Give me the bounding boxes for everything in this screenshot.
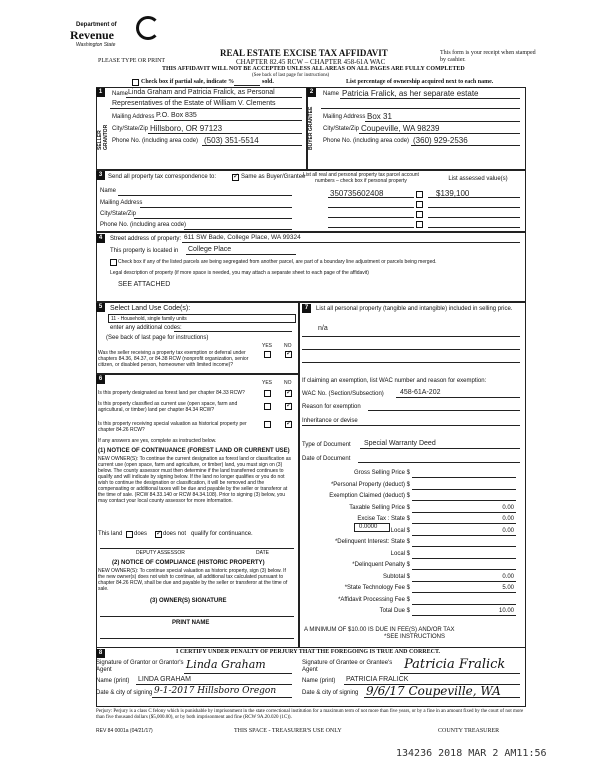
qualify-label: qualify for continuance. [191, 531, 253, 537]
partial-sale-checkbox[interactable] [132, 79, 139, 86]
section-6-number: 6 [96, 375, 105, 384]
calc-row [300, 469, 518, 481]
grantor-print-line [136, 684, 292, 685]
seller-address-line [154, 120, 302, 121]
print-name-line[interactable] [100, 638, 294, 639]
calc-row-label: Total Due $ [379, 608, 410, 614]
parcel-number[interactable]: 350735602408 [330, 189, 384, 198]
exemption-question: Was the seller receiving a property tax exemption or deferral under chapters 84.36, 84.37, or 84.38 RCW (nonprofit organization, senior citizen, or disabled person, homeowner with limited income)? [98, 350, 249, 368]
dor-logo [62, 14, 158, 54]
exemption-reason-label: Reason for exemption [302, 404, 361, 410]
correspondence-phone-label: Phone No. (including area code) [100, 222, 187, 228]
assessed-line-1 [428, 197, 520, 198]
notice-continuance-title: (1) NOTICE OF CONTINUANCE (FOREST LAND OR CURRENT USE) [98, 448, 290, 454]
grantee-date-label: Date & city of signing [302, 690, 359, 696]
calc-row [300, 573, 518, 585]
dept-line2: Revenue [70, 28, 114, 42]
seller-city-label: City/State/Zip [112, 126, 149, 132]
doc-type-line [360, 448, 520, 449]
personal-property-label: List all personal property (tangible and intangible) included in selling price. [316, 306, 513, 312]
section-7-number: 7 [302, 304, 311, 313]
section-8-number: 8 [96, 649, 105, 658]
calc-row-label: Exemption Claimed (deduct) $ [329, 493, 410, 499]
calc-row-label: Local $ [390, 527, 410, 534]
legal-description[interactable]: SEE ATTACHED [118, 281, 171, 288]
owner-signature-label: (3) OWNER(S) SIGNATURE [150, 598, 227, 604]
land-use-select[interactable] [108, 314, 296, 323]
historic-question: Is this property receiving special valuation as historical property per chapter 84.26 RCW? [98, 421, 247, 433]
correspondence-name-line[interactable] [118, 195, 292, 196]
grantor-print-name[interactable]: LINDA GRAHAM [138, 676, 191, 683]
calc-row-value[interactable]: 5.00 [502, 585, 514, 591]
section-3-number: 3 [96, 171, 105, 180]
calc-row [300, 538, 518, 550]
wac-number-label: WAC No. (Section/Subsection) [302, 391, 384, 397]
land-does-not-label: does not [163, 531, 187, 537]
grantee-date-line [364, 697, 520, 698]
seller-name[interactable]: Linda Graham and Patricia Fralick, as Personal [128, 89, 275, 96]
calc-row-line[interactable] [412, 477, 516, 478]
if-yes-note: If any answers are yes, complete as instructed below. [98, 438, 217, 444]
personal-property-line-3 [302, 362, 520, 363]
buyer-phone-line [411, 145, 520, 146]
buyer-city-line [359, 133, 520, 134]
wac-number-line [396, 397, 520, 398]
grantor-date-line [152, 697, 292, 698]
type-or-print: PLEASE TYPE OR PRINT [98, 58, 166, 64]
s6-no-header: NO [284, 380, 292, 386]
calc-row-label: *Personal Property (deduct) $ [330, 481, 410, 488]
personal-property-value[interactable]: n/a [318, 325, 328, 332]
personal-property-line-2 [302, 349, 520, 350]
partial-sale-label: Check box if partial sale, indicate % [141, 79, 235, 85]
parcel-line-2[interactable] [328, 207, 414, 208]
parcel-line-4[interactable] [328, 227, 414, 228]
print-name-label: PRINT NAME [172, 620, 210, 626]
additional-codes-label: enter any additional codes: [110, 325, 182, 331]
calc-row [300, 607, 518, 619]
calc-row-line[interactable] [412, 592, 516, 593]
parcel-4-personal-checkbox[interactable] [416, 221, 423, 228]
correspondence-address-label: Mailing Address [100, 200, 143, 206]
exemption-reason[interactable]: Inheritance or devise [302, 418, 358, 424]
doc-date-label: Date of Document [302, 456, 351, 462]
exemption-wac-header: If claiming an exemption, list WAC number and reason for exemption: [302, 378, 487, 384]
seller-name-label: Name [112, 91, 129, 97]
located-in-line [186, 254, 296, 255]
doc-date-line[interactable] [358, 462, 520, 463]
seller-vertical-label: SELLER GRANTOR [97, 124, 109, 150]
calc-row-line[interactable] [412, 512, 516, 513]
parcel-2-personal-checkbox[interactable] [416, 201, 423, 208]
calc-row-label: Local $ [390, 550, 410, 557]
calc-row-label: *State Technology Fee $ [344, 585, 410, 591]
doc-type-label: Type of Document [302, 442, 351, 448]
buyer-phone-label: Phone No. (including area code) [323, 138, 410, 144]
grantee-date-city[interactable]: 9/6/17 Coupeville, WA [366, 684, 501, 698]
doc-type[interactable]: Special Warranty Deed [364, 440, 436, 447]
seller-name-line [126, 97, 302, 98]
certify-statement: I CERTIFY UNDER PENALTY OF PERJURY THAT THE FOREGOING IS TRUE AND CORRECT. [176, 649, 441, 655]
buyer-city[interactable]: Coupeville, WA 98239 [361, 124, 440, 133]
partial-percent-line[interactable] [234, 79, 260, 86]
form-revision: REV 84 0001a (04/21/17) [96, 728, 153, 734]
buyer-city-label: City/State/Zip [323, 126, 360, 132]
minimum-due-note: A MINIMUM OF $10.00 IS DUE IN FEE(S) AND/OR TAX [304, 627, 455, 633]
grantor-signature-label: Signature of Grantor or Grantor's Agent [96, 660, 184, 673]
calc-row-label: *Affidavit Processing Fee $ [338, 596, 410, 603]
deputy-assessor-label: DEPUTY ASSESSOR [136, 550, 185, 556]
buyer-name2-line [321, 108, 520, 109]
land-use-label: Select Land Use Code(s): [110, 305, 191, 312]
section-5-number: 5 [96, 303, 105, 312]
buyer-vertical-label: BUYER GRANTEE [308, 106, 314, 150]
calc-row [300, 596, 518, 608]
s5-no-header: NO [284, 343, 292, 349]
calc-row-line[interactable] [412, 615, 516, 616]
land-use-value: 11 - Household, single family units [111, 316, 187, 322]
calc-row [300, 527, 518, 539]
receipt-note: This form is your receipt when stamped by cashier. [440, 50, 536, 63]
seller-phone-line [202, 145, 302, 146]
percent-list-note: List percentage of ownership acquired next to each name. [346, 79, 494, 85]
calc-row-value[interactable]: 10.00 [498, 608, 514, 614]
assessed-value[interactable]: $139,100 [436, 189, 470, 198]
notice-continuance-body: NEW OWNER(S): To continue the current designation as forest land or classification as current use (open space, farm and agriculture, or timber) land, you must sign on (3) below. The county assessor must then determine if the land transferred continues to qualify and will indicate by signing below. If the land no longer qualifies or you do not wish to continue the designation or classification, it will be removed and the compensating or additional taxes will be due and payable by the seller or transferor at the time of sale. (RCW 84.33.140 or RCW 84.34.108). Prior to signing (3) below, you may contact your local county assessor for more information. [98, 456, 292, 504]
correspondence-address-line[interactable] [140, 207, 292, 208]
segregated-checkbox[interactable] [110, 259, 117, 266]
street-address[interactable]: 611 SW Bade, College Place, WA 99324 [184, 234, 301, 241]
exemption-reason-line-2 [302, 425, 520, 426]
calc-row [300, 481, 518, 493]
notice-compliance-body: NEW OWNER(S): To continue special valuation as historic property, sign (3) below. If the new owner(s) does not wish to continue, all additional tax calculated pursuant to chapter 84.26 RCW, shall be due and payable by the seller or transferor at the time of sale. [98, 568, 288, 592]
forest-no-checkbox[interactable] [285, 390, 292, 397]
seller-phone-label: Phone No. (including area code) [112, 138, 199, 144]
land-use-see-back: (See back of last page for instructions) [106, 335, 209, 341]
perjury-notice: Perjury: Perjury is a class C felony which is punishable by imprisonment in the state correctional institution for a maximum term of not more than five years, or by a fine in an amount fixed by the court of not more than five thousand dollars ($5,000.00), or by both imprisonment and fine (RCW 9A.20.020 (1C)). [96, 709, 524, 720]
form-warning: THIS AFFIDAVIT WILL NOT BE ACCEPTED UNLESS ALL AREAS ON ALL PAGES ARE FULLY COMPLETED [162, 66, 465, 72]
seller-phone[interactable]: (503) 351-5514 [204, 136, 259, 145]
seller-name-2[interactable]: Representatives of the Estate of William V. Clements [112, 100, 276, 107]
additional-codes-line[interactable] [174, 331, 292, 332]
historic-no-checkbox[interactable] [285, 421, 292, 428]
seller-city-line [148, 133, 302, 134]
street-address-line [182, 242, 520, 243]
partial-sold-label: sold. [262, 79, 274, 85]
grantee-signature-line [400, 673, 520, 674]
same-as-buyer-checkbox[interactable] [232, 174, 239, 181]
buyer-address[interactable]: Box 31 [367, 112, 392, 121]
calc-row-label: Excise Tax : State $ [357, 516, 410, 522]
calc-row-line[interactable] [412, 489, 516, 490]
exemption-yes-checkbox[interactable] [264, 351, 271, 358]
deputy-date-label: DATE [256, 550, 269, 556]
seller-address[interactable]: P.O. Box 835 [156, 112, 197, 119]
calc-row [300, 550, 518, 562]
local-rate: 0.0000 [359, 524, 378, 530]
parcel-3-personal-checkbox[interactable] [416, 211, 423, 218]
buyer-phone[interactable]: (360) 929-2536 [413, 136, 468, 145]
correspondence-phone-line[interactable] [184, 229, 292, 230]
dept-line3: Washington State [76, 42, 116, 48]
recording-stamp: 134236 2018 MAR 2 AM11:56 [396, 748, 547, 759]
form-chapter: CHAPTER 82.45 RCW – CHAPTER 458-61A WAC [236, 58, 386, 66]
send-correspondence-label: Send all property tax correspondence to: [108, 174, 217, 180]
grantee-print-label: Name (print) [302, 678, 336, 684]
grantee-print-name[interactable]: PATRICIA FRALICK [346, 676, 409, 683]
grantor-date-city[interactable]: 9-1-2017 Hillsboro Oregon [154, 686, 277, 696]
current-use-yes-checkbox[interactable] [264, 403, 271, 410]
parcel-1-personal-checkbox[interactable] [416, 191, 423, 198]
form-see-back: (See back of last page for instructions) [252, 73, 330, 78]
county-treasurer-label: COUNTY TREASURER [438, 728, 500, 734]
grantor-signature[interactable]: Linda Graham [186, 658, 266, 671]
local-rate-box[interactable] [354, 523, 390, 532]
this-land-label: This land [98, 531, 123, 537]
grantor-signature-line [184, 673, 292, 674]
land-does-label: does [134, 531, 148, 537]
seller-address-label: Mailing Address [112, 114, 155, 120]
buyer-address-line [365, 121, 520, 122]
buyer-name[interactable]: Patricia Fralick, as her separate estate [342, 89, 479, 98]
historic-yes-checkbox[interactable] [264, 421, 271, 428]
wac-number[interactable]: 458-61A-202 [400, 389, 441, 396]
calc-row-line[interactable] [412, 581, 516, 582]
dor-logo-mark-icon [136, 16, 160, 40]
calc-row-line[interactable] [412, 535, 516, 536]
section-6-box [96, 374, 300, 648]
calc-row-label: Subtotal $ [382, 573, 410, 580]
grantee-signature[interactable]: Patricia Fralick [404, 657, 506, 672]
buyer-name-label: Name [323, 91, 340, 97]
parcel-line-1 [328, 197, 414, 198]
forest-land-question: Is this property designated as forest land per chapter 84.33 RCW? [98, 390, 245, 396]
same-as-buyer-label: Same as Buyer/Grantee [241, 174, 306, 180]
correspondence-city-line[interactable] [134, 218, 292, 219]
form-title: REAL ESTATE EXCISE TAX AFFIDAVIT [220, 48, 388, 58]
buyer-name-line [340, 98, 520, 99]
segregated-label: Check box if any of the listed parcels are being segregated from another parcel, are part of a boundary line adjustment or parcels being merged. [118, 259, 437, 265]
assessed-line-2[interactable] [428, 207, 520, 208]
seller-name2-line [110, 108, 302, 109]
calc-row-line[interactable] [412, 523, 516, 524]
personal-property-line-1 [302, 336, 520, 337]
dept-line1: Department of [76, 22, 117, 28]
s5-yes-header: YES [262, 343, 273, 349]
correspondence-city-label: City/State/Zip [100, 211, 137, 217]
seller-city[interactable]: Hillsboro, OR 97123 [150, 124, 223, 133]
calc-row-value[interactable]: 0.00 [502, 516, 514, 522]
calc-row [300, 561, 518, 573]
parcel-line-3[interactable] [328, 217, 414, 218]
calc-row-label: Taxable Selling Price $ [349, 504, 410, 511]
forest-yes-checkbox[interactable] [264, 390, 271, 397]
grantor-date-label: Date & city of signing [96, 690, 153, 696]
exemption-reason-line-1 [368, 410, 520, 411]
calc-row-label: *Delinquent Interest: State $ [334, 539, 410, 545]
calc-row-line[interactable] [412, 546, 516, 547]
deputy-signature-line[interactable] [100, 548, 294, 549]
calc-row [300, 584, 518, 596]
calc-row-line[interactable] [412, 558, 516, 559]
parcel-header: List all real and personal property tax parcel account numbers – check box if personal property [303, 172, 419, 184]
land-does-checkbox[interactable] [126, 531, 133, 538]
legal-description-label: Legal description of property (if more space is needed, you may attach a separate sheet to each page of the affidavit) [110, 270, 369, 276]
land-does-not-checkbox[interactable] [155, 531, 162, 538]
exemption-no-checkbox[interactable] [285, 351, 292, 358]
assessed-line-3[interactable] [428, 217, 520, 218]
section-4-number: 4 [96, 234, 105, 243]
calc-row-line[interactable] [412, 569, 516, 570]
correspondence-name-label: Name [100, 188, 117, 194]
assessed-header: List assessed value(s) [448, 176, 508, 182]
current-use-question: Is this property classified as current use (open space, farm and agricultural, or timber) land per chapter 84.34 RCW? [98, 401, 238, 413]
section-2-number: 2 [307, 88, 316, 97]
owner-signature-line[interactable] [100, 616, 294, 617]
treasurer-use-only: THIS SPACE - TREASURER'S USE ONLY [234, 728, 342, 734]
calc-row-line[interactable] [412, 604, 516, 605]
calc-row [300, 515, 518, 527]
notice-compliance-title: (2) NOTICE OF COMPLIANCE (HISTORIC PROPERTY) [112, 560, 265, 566]
s6-yes-header: YES [262, 380, 273, 386]
calc-row [300, 492, 518, 504]
calc-row [300, 504, 518, 516]
calc-row-value[interactable]: 0.00 [502, 504, 514, 511]
grantee-signature-label: Signature of Grantee or Grantee's Agent [302, 660, 393, 673]
calc-row-line[interactable] [412, 500, 516, 501]
street-address-label: Street address of property: [110, 236, 182, 242]
calc-row-value[interactable]: 0.00 [502, 573, 514, 580]
grantor-print-label: Name (print) [96, 678, 130, 684]
calc-row-label: Gross Selling Price $ [353, 470, 410, 476]
see-instructions-note: *SEE INSTRUCTIONS [384, 634, 446, 640]
buyer-address-label: Mailing Address [323, 114, 366, 120]
assessed-line-4[interactable] [428, 227, 520, 228]
section-1-number: 1 [96, 88, 105, 97]
located-in[interactable]: College Place [188, 246, 232, 253]
current-use-no-checkbox[interactable] [285, 403, 292, 410]
located-in-label: This property is located in [110, 248, 179, 254]
calc-row-label: *Delinquent Penalty $ [352, 562, 410, 568]
calc-row-value[interactable]: 0.00 [502, 527, 514, 534]
